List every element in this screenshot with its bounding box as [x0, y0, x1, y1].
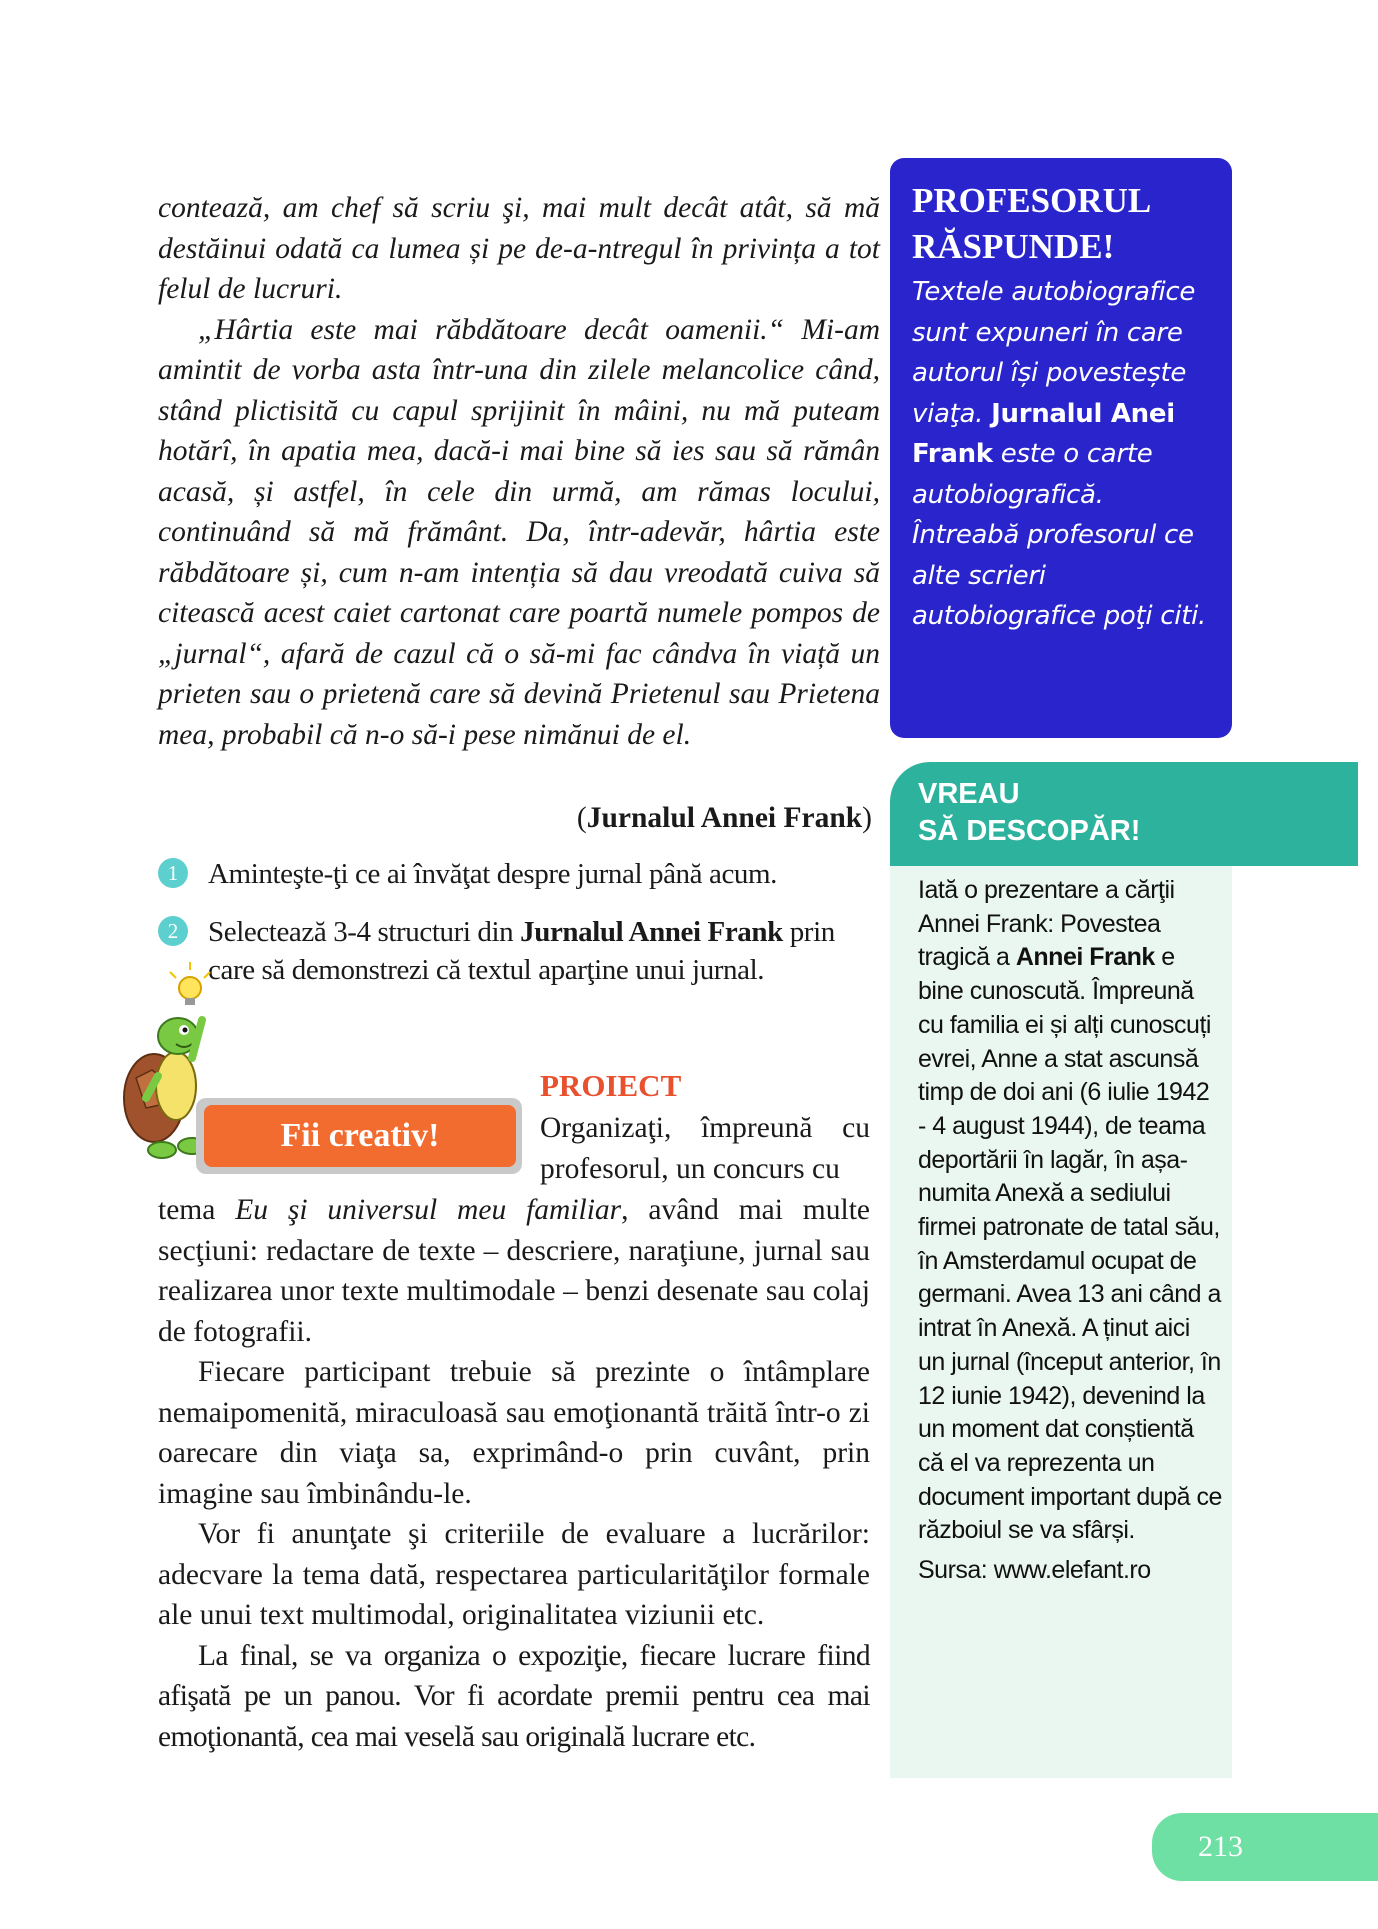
project-paragraph-2: Fiecare participant trebuie să prezinte o întâmplare nemaipomenită, miraculoasă sau emoţionantă trăită într-o zi oarecare din viaţa sa, exprimând-o prin cuvânt, prin imagine sau îmbinându-le. — [158, 1356, 870, 1510]
teacher-box-title: PROFESORUL RĂSPUNDE! — [912, 181, 1152, 266]
discover-box-body — [890, 866, 1232, 1778]
teacher-box-text: Textele autobiografice sunt expuneri în care autorul își povestește viaţa. Jurnalul Anei Frank este o carte autobiografică. Întreabă profesorul ce alte scrieri autobiografice poţi citi. — [912, 277, 1207, 631]
discover-box-header: VREAU SĂ DESCOPĂR! — [890, 762, 1358, 866]
project-paragraph-4: La final, se va organiza o expoziţie, fiecare lucrare fiind afişată pe un panou. Vor fi acordate premii pentru cea mai emoţionantă, cea mai veselă sau originală lucrare etc. — [158, 1639, 870, 1753]
quote-paragraph-2: „Hârtia este mai răbdătoare decât oamenii.“ Mi-am amintit de vorba asta într-una din zilele melancolice când, stând plictisită cu capul sprijinit în mâini, nu mă puteam hotărî, în apatia mea, dacă-i mai bine să ies sau să rămân acasă, și astfel, în cele din urmă, am rămas locului, continuând să mă frământ. Da, într-adevăr, hârtia este răbdătoare și, cum n-am intenția să dau vreodată cuiva să citească acest caiet cartonat care poartă numele pompos de „jurnal“, afară de cazul că o să-mi fac cândva în viață un prieten sau o prietenă care să devină Prietenul sau Prietena mea, probabil că n-o să-i pese nimănui de el. — [158, 313, 880, 751]
teacher-answers-box — [890, 158, 1232, 738]
task-item-1 — [158, 855, 880, 893]
discover-box-source: Sursa: www.elefant.ro — [918, 1556, 1151, 1585]
task-number-badge: 2 — [158, 916, 188, 946]
project-title: PROIECT — [540, 1068, 682, 1103]
task-item-2 — [158, 913, 880, 989]
task-text: Aminteşte-ţi ce ai învăţat despre jurnal până acum. — [208, 858, 778, 890]
project-intro: Organizaţi, împreună cu profesorul, un concurs cu — [540, 1112, 870, 1185]
lightbulb-icon — [170, 962, 210, 1005]
project-paragraph-1: tema Eu şi universul meu familiar, având mai multe secţiuni: redactare de texte – descriere, naraţiune, jurnal sau realizarea unor texte multimodale – benzi desenate sau colaj de fotografii. — [158, 1194, 870, 1348]
task-text: Selectează 3-4 structuri din Jurnalul Annei Frank prin care să demonstrezi că textul aparţine unui jurnal. — [208, 916, 835, 986]
discover-box-text: Iată o prezentare a cărţii Annei Frank: Povestea tragică a Annei Frank e bine cunoscută. Împreună cu familia ei și alți cunoscuți evrei, Anne a stat ascunsă timp de doi ani (6 iulie 1942 - 4 august 1944), de teama deportării în lagăr, în așa-numita Anexă a sediului firmei patronate de tatal său, în Amsterdamul ocupat de germani. Avea 13 ani când a intrat în Anexă. A ținut aici un jurnal (început anterior, în 12 iunie 1942), devenind la un moment dat conștientă că el va reprezenta un document important după ce războiul se va sfârși. — [918, 876, 1222, 1545]
project-body — [158, 1190, 870, 1757]
creative-banner: Fii creativ! — [204, 1105, 516, 1167]
quote-source-title: Jurnalul Annei Frank — [586, 802, 863, 834]
project-paragraph-3: Vor fi anunţate şi criteriile de evaluare a lucrărilor: adecvare la tema dată, respectarea particularităţilor formale ale unui text multimodal, originalitatea viziunii etc. — [158, 1518, 870, 1631]
quote-paragraph-1: contează, am chef să scriu şi, mai mult decât atât, să mă destăinui odată ca lumea și pe de-a-ntregul în privința a tot felul de lucruri. — [158, 192, 880, 305]
task-number-badge: 1 — [158, 858, 188, 888]
page-number: 213 — [1152, 1813, 1378, 1881]
quote-source: (Jurnalul Annei Frank) — [576, 802, 872, 834]
quote-excerpt — [158, 188, 880, 755]
